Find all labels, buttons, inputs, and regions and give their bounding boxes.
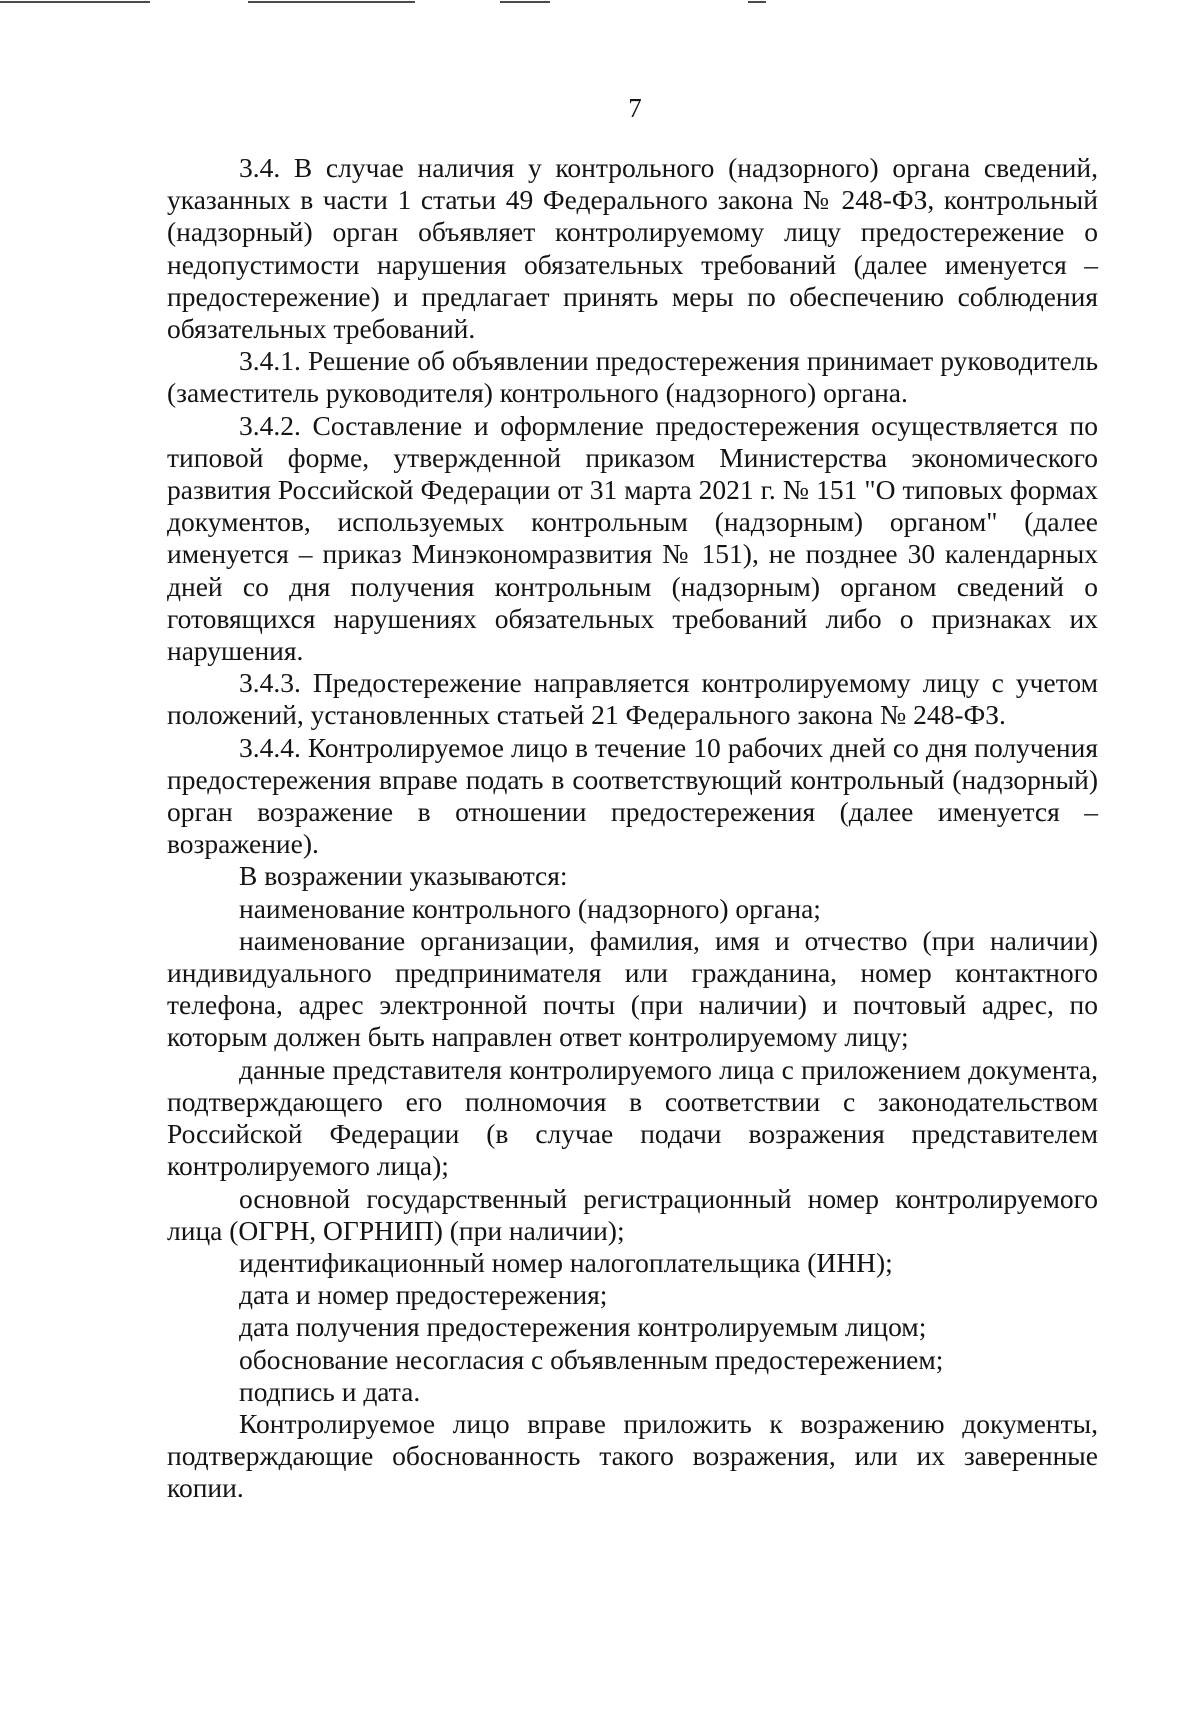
paragraph-3-4: 3.4. В случае наличия у контрольного (надзорного) органа сведений, указанных в части 1 статьи 49 Федерального закона № 248-ФЗ, контрольный (надзорный) орган объявляет контролируемому лицу предостережение о недопустимости нарушения обязательных требований (далее именуется – предостережение) и предлагает принять меры по обеспечению соблюдения обязательных требований. xyxy=(167,152,1098,345)
closing-paragraph: Контролируемое лицо вправе приложить к возражению документы, подтверждающие обоснованность такого возражения, или их заверенные копии. xyxy=(167,1407,1098,1504)
document-body xyxy=(167,152,1098,1505)
scan-mark xyxy=(0,1,150,3)
list-item: основной государственный регистрационный номер контролируемого лица (ОГРН, ОГРНИП) (при наличии); xyxy=(167,1182,1098,1246)
list-item: дата и номер предостережения; xyxy=(239,1279,608,1311)
list-item: подпись и дата. xyxy=(239,1375,421,1407)
scan-mark xyxy=(500,1,550,3)
paragraph-3-4-2: 3.4.2. Составление и оформление предостережения осуществляется по типовой форме, утвержденной приказом Министерства экономического развития Российской Федерации от 31 марта 2021 г. № 151 "О типовых формах документов, используемых контрольным (надзорным) органом" (далее именуется – приказ Минэкономразвития № 151), не позднее 30 календарных дней со дня получения контрольным (надзорным) органом сведений о готовящихся нарушениях обязательных требований либо о признаках их нарушения. xyxy=(167,409,1098,667)
scan-edge-marks xyxy=(0,0,1200,8)
list-item: наименование организации, фамилия, имя и отчество (при наличии) индивидуального предпринимателя или гражданина, номер контактного телефона, адрес электронной почты (при наличии) и почтовый адрес, по которым должен быть направлен ответ контролируемому лицу; xyxy=(167,924,1098,1053)
scan-mark xyxy=(748,1,766,3)
page-number: 7 xyxy=(628,93,642,123)
list-item: дата получения предостережения контролируемым лицом; xyxy=(239,1311,927,1343)
scan-mark xyxy=(248,1,415,3)
list-item: обоснование несогласия с объявленным предостережением; xyxy=(239,1343,944,1375)
objection-contents-intro: В возражении указываются: xyxy=(239,860,568,892)
paragraph-3-4-4: 3.4.4. Контролируемое лицо в течение 10 рабочих дней со дня получения предостережения вправе подать в соответствующий контрольный (надзорный) орган возражение в отношении предостережения (далее именуется – возражение). xyxy=(167,731,1098,860)
list-item: наименование контрольного (надзорного) органа; xyxy=(239,892,821,924)
paragraph-3-4-3: 3.4.3. Предостережение направляется контролируемому лицу с учетом положений, установленных статьей 21 Федерального закона № 248-ФЗ. xyxy=(167,667,1098,731)
paragraph-3-4-1: 3.4.1. Решение об объявлении предостережения принимает руководитель (заместитель руководителя) контрольного (надзорного) органа. xyxy=(167,345,1098,409)
list-item: идентификационный номер налогоплательщика (ИНН); xyxy=(239,1246,893,1278)
list-item: данные представителя контролируемого лица с приложением документа, подтверждающего его полномочия в соответствии с законодательством Российской Федерации (в случае подачи возражения представителем контролируемого лица); xyxy=(167,1053,1098,1182)
